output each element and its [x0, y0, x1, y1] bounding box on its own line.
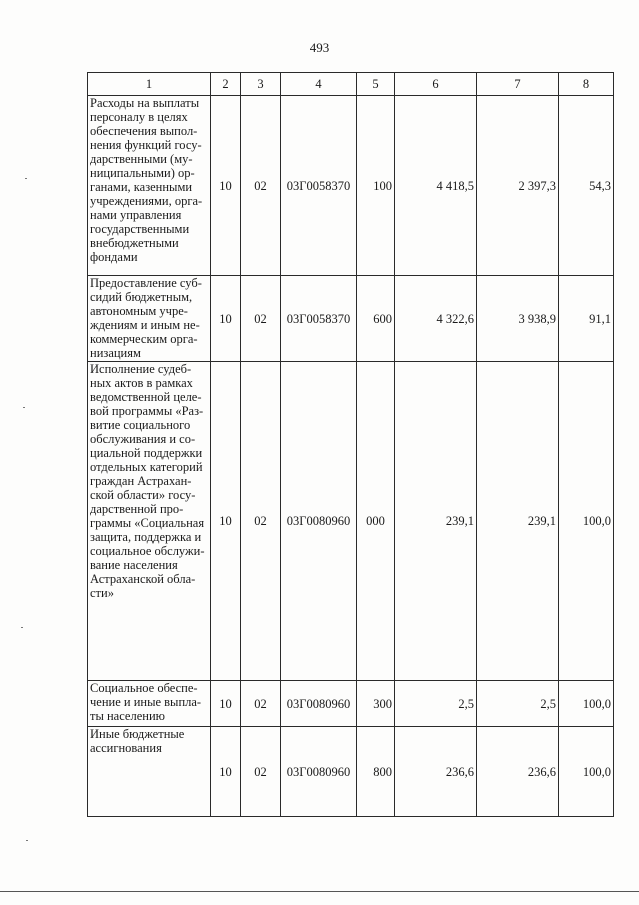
target-code-cell: 03Г0080960 [281, 362, 357, 681]
plan-amount-cell: 2,5 [395, 681, 477, 727]
plan-amount-cell: 4 418,5 [395, 96, 477, 276]
expense-type-cell: 600 [357, 276, 395, 362]
scan-speck [26, 840, 28, 841]
expense-type-cell: 100 [357, 96, 395, 276]
subsection-cell: 02 [241, 362, 281, 681]
column-header: 6 [395, 73, 477, 96]
table-row [88, 727, 614, 817]
expense-type-cell: 800 [357, 727, 395, 817]
actual-amount-cell: 2 397,3 [477, 96, 559, 276]
expense-type-cell: 000 [357, 362, 395, 681]
table-row [88, 276, 614, 362]
row-description: Иные бюджетные ассигнования [88, 727, 211, 817]
actual-amount-cell: 3 938,9 [477, 276, 559, 362]
section-cell: 10 [211, 96, 241, 276]
plan-amount-cell: 236,6 [395, 727, 477, 817]
scan-speck [23, 407, 25, 408]
table-row [88, 362, 614, 681]
subsection-cell: 02 [241, 681, 281, 727]
row-description: Расходы на выплаты персоналу в целях обеспечения выпол- нения функций госу- дарственными (му- ниципальными) ор- ганами, казенными учреждениями, орга- нами управления государственными внебюджетными фондами [88, 96, 211, 276]
section-cell: 10 [211, 362, 241, 681]
header-row [88, 73, 614, 96]
section-cell: 10 [211, 727, 241, 817]
target-code-cell: 03Г0080960 [281, 727, 357, 817]
table-row [88, 681, 614, 727]
row-description: Предоставление суб- сидий бюджетным, автономным учре- ждениям и иным не- коммерческим орга- низациям [88, 276, 211, 362]
actual-amount-cell: 2,5 [477, 681, 559, 727]
plan-amount-cell: 239,1 [395, 362, 477, 681]
column-header: 2 [211, 73, 241, 96]
budget-table [87, 72, 614, 817]
target-code-cell: 03Г0058370 [281, 96, 357, 276]
column-header: 5 [357, 73, 395, 96]
percent-cell: 54,3 [559, 96, 614, 276]
column-header: 4 [281, 73, 357, 96]
percent-cell: 100,0 [559, 362, 614, 681]
subsection-cell: 02 [241, 276, 281, 362]
section-cell: 10 [211, 681, 241, 727]
expense-type-cell: 300 [357, 681, 395, 727]
page-number: 493 [309, 40, 330, 55]
actual-amount-cell: 236,6 [477, 727, 559, 817]
table-row [88, 96, 614, 276]
scan-speck [25, 178, 27, 179]
percent-cell: 91,1 [559, 276, 614, 362]
page-bottom-rule [0, 891, 639, 892]
column-header: 1 [88, 73, 211, 96]
row-description: Социальное обеспе- чение и иные выпла- ты населению [88, 681, 211, 727]
subsection-cell: 02 [241, 727, 281, 817]
column-header: 3 [241, 73, 281, 96]
subsection-cell: 02 [241, 96, 281, 276]
column-header: 7 [477, 73, 559, 96]
row-description: Исполнение судеб- ных актов в рамках ведомственной целе- вой программы «Раз- витие социального обслуживания и со- циальной поддержки отдельных категорий граждан Астрахан- ской области» госу- дарственной про- граммы «Социальная защита, поддержка и социальное обслужи- вание населения Астраханской обла- сти» [88, 362, 211, 681]
percent-cell: 100,0 [559, 681, 614, 727]
column-header: 8 [559, 73, 614, 96]
section-cell: 10 [211, 276, 241, 362]
scan-speck [21, 627, 23, 628]
target-code-cell: 03Г0058370 [281, 276, 357, 362]
target-code-cell: 03Г0080960 [281, 681, 357, 727]
percent-cell: 100,0 [559, 727, 614, 817]
plan-amount-cell: 4 322,6 [395, 276, 477, 362]
actual-amount-cell: 239,1 [477, 362, 559, 681]
